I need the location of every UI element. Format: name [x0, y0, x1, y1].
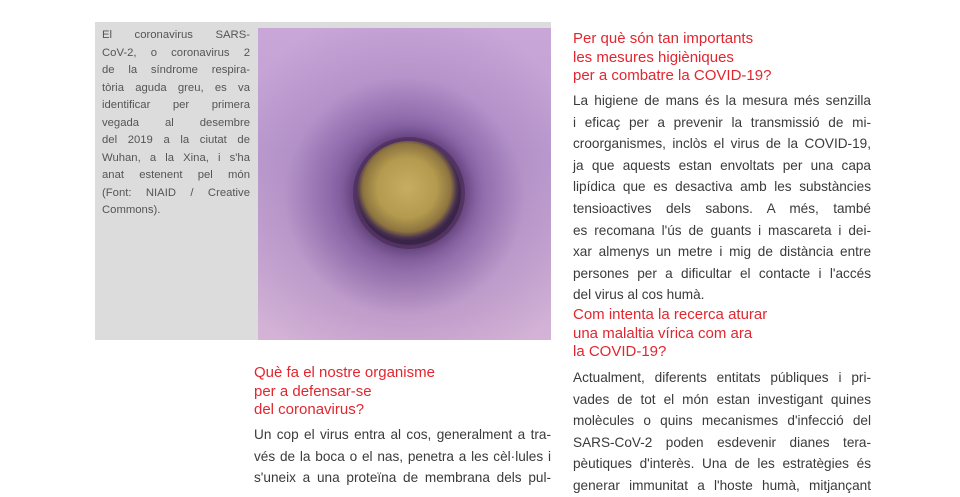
text-line: Commons). — [102, 204, 161, 216]
text-line: del 2019 a la ciutat de — [102, 134, 250, 146]
text-line: identificar per primera — [102, 99, 250, 111]
section-heading-research — [573, 306, 767, 362]
text-line: tòria aguda greu, es va — [102, 81, 250, 94]
text-line: una malaltia vírica com ara — [573, 324, 753, 342]
text-line: xar almenys un metre i mig de distància entre — [573, 244, 871, 260]
text-line: del coronavirus? — [254, 401, 365, 418]
text-line: i eficaç per a prevenir la transmissió de mi- — [573, 114, 871, 130]
text-line: vés de la boca o el nas, penetra a les cèl·lules i — [254, 448, 551, 464]
text-line: Com intenta la recerca aturar — [573, 306, 768, 323]
text-line: per a defensar-se — [254, 382, 372, 400]
text-line: per a combatre la COVID-19? — [573, 67, 772, 84]
text-line: vades de tot el món estan investigant quines — [573, 391, 871, 407]
text-line: croorganismes, inclòs el virus de la COVID-19, — [573, 136, 871, 152]
text-line: molècules o quins mecanismes d'infecció del — [573, 413, 871, 429]
section-body-defense — [254, 424, 551, 489]
text-line: es recomana l'ús de guants i mascareta i dei- — [573, 222, 871, 238]
virus-particle-image — [357, 141, 461, 245]
text-line: La higiene de mans és la mesura més senzilla — [573, 93, 871, 108]
section-heading-hygiene — [573, 30, 771, 86]
text-line: Wuhan, a la Xina, i s'ha — [102, 151, 250, 164]
text-line: de la síndrome respira- — [102, 64, 250, 76]
text-line: vegada al desembre — [102, 116, 250, 129]
text-line: tensioactives dels sabons. A més, també — [573, 200, 871, 216]
text-line: (Font: NIAID / Creative — [102, 186, 250, 199]
text-line: lipídica que es desactiva amb les substàncies — [573, 179, 871, 195]
text-line: pèutiques d'interès. Una de les estratègies és — [573, 456, 871, 472]
section-body-research — [573, 367, 871, 497]
text-line: la COVID-19? — [573, 343, 667, 360]
figure-caption — [102, 27, 250, 220]
text-line: les mesures higièniques — [573, 48, 734, 66]
text-line: Què fa el nostre organisme — [254, 364, 435, 381]
text-line: s'uneix a una proteïna de membrana dels pul- — [254, 470, 551, 486]
coronavirus-micrograph-image — [258, 28, 551, 340]
text-line: Per què són tan importants — [573, 30, 754, 47]
section-heading-defense — [254, 364, 435, 420]
text-line: anat estenent pel món — [102, 169, 250, 181]
text-line: del virus al cos humà. — [573, 287, 705, 303]
section-body-hygiene — [573, 90, 871, 306]
text-line: persones per a dificultar el contacte i l'accés — [573, 265, 871, 281]
text-line: El coronavirus SARS- — [102, 29, 250, 41]
text-line: CoV-2, o coronavirus 2 — [102, 46, 250, 59]
text-line: Un cop el virus entra al cos, generalment a tra- — [254, 427, 551, 442]
text-line: SARS-CoV-2 poden esdevenir dianes tera- — [573, 434, 871, 450]
text-line: ja que aquests estan envoltats per una capa — [573, 157, 871, 173]
text-line: Actualment, diferents entitats públiques i pri- — [573, 370, 871, 385]
text-line: generar immunitat a l'hoste humà, mitjançant — [573, 477, 871, 493]
